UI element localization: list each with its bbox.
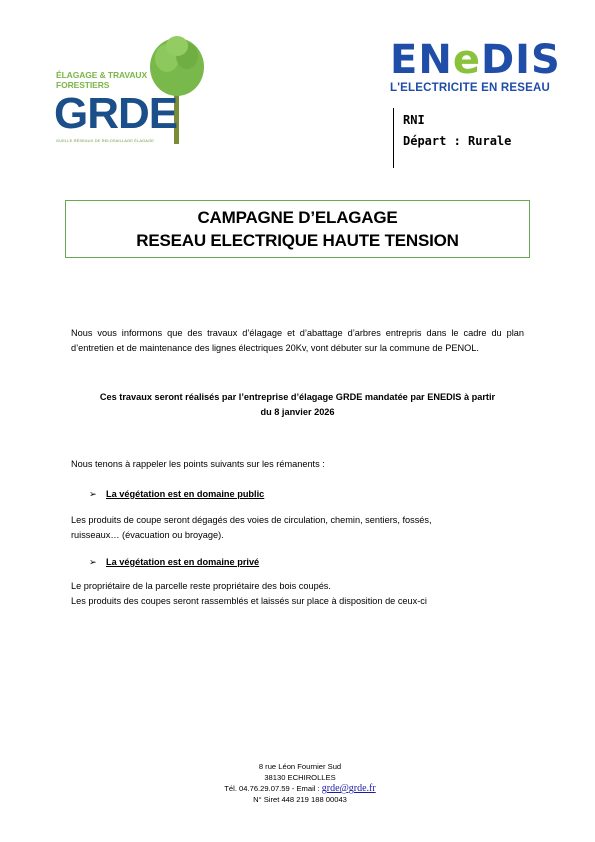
network-code: RNI [403, 113, 425, 127]
grde-brand: GRDE [54, 89, 178, 138]
footer [150, 761, 450, 805]
grde-subtitle: GUELLE RÉSEAUX DE RELOSAILLAGE ÉLAGAGE [56, 138, 155, 143]
bullet-public [89, 487, 264, 502]
footer-address-line2: 38130 ECHIROLLES [264, 773, 336, 782]
grde-tagline-line1: ÉLAGAGE & TRAVAUX [56, 70, 148, 80]
public-domain-text [71, 513, 524, 543]
footer-address-line1: 8 rue Léon Fournier Sud [258, 762, 342, 771]
title-line1: CAMPAGNE D’ELAGAGE [197, 208, 398, 227]
network-info [393, 108, 554, 168]
reminder-text: Nous tenons à rappeler les points suivants sur les rémanents : [71, 459, 325, 469]
private-domain-text [71, 579, 524, 609]
title-line2: RESEAU ELECTRIQUE HAUTE TENSION [136, 231, 459, 250]
arrow-bullet-icon: ➢ [89, 557, 97, 567]
works-notice-line1: Ces travaux seront réalisés par l’entreprise d’élagage GRDE mandatée par ENEDIS à partir [99, 392, 496, 402]
enedis-tagline: L'ELECTRICITE EN RESEAU [390, 82, 551, 94]
footer-siret: N° Siret 448 219 188 00043 [253, 795, 347, 804]
public-domain-line1: Les produits de coupe seront dégagés des voies de circulation, chemin, sentiers, fossés, [71, 515, 432, 525]
intro-paragraph: Nous vous informons que des travaux d’élagage et d’abattage d’arbres entrepris dans le cadre du plan d’entretien et de maintenance des lignes électriques 20Kv, vont débuter sur la commune de PENOL. [71, 328, 524, 353]
title-box [65, 200, 530, 258]
works-notice-line2: du 8 janvier 2026 [260, 407, 335, 417]
grde-tagline [56, 70, 147, 90]
footer-contact [150, 783, 450, 794]
public-domain-line2: ruisseaux… (évacuation ou broyage). [71, 530, 224, 540]
grde-logo [52, 34, 212, 149]
grde-tagline-line2: FORESTIERS [56, 80, 110, 90]
footer-phone: Tél. 04.76.29.07.59 - Email : [224, 784, 322, 793]
private-domain-line1: Le propriétaire de la parcelle reste propriétaire des bois coupés. [71, 581, 331, 591]
network-departure: Départ : Rurale [403, 134, 512, 148]
enedis-brand [390, 38, 561, 82]
enedis-brand-part1: EN [390, 37, 453, 83]
private-domain-line2: Les produits des coupes seront rassemblés et laissés sur place à disposition de ceux-ci [71, 596, 427, 606]
bullet-private [89, 555, 259, 570]
enedis-brand-e: e [452, 37, 481, 83]
enedis-logo [390, 38, 570, 100]
bullet-private-label: La végétation est en domaine privé [106, 557, 260, 567]
bullet-public-label: La végétation est en domaine public [106, 489, 265, 499]
enedis-brand-part3: DIS [480, 37, 561, 83]
works-notice [71, 390, 524, 420]
footer-email-link[interactable]: grde@grde.fr [321, 783, 376, 794]
arrow-bullet-icon: ➢ [89, 489, 97, 499]
